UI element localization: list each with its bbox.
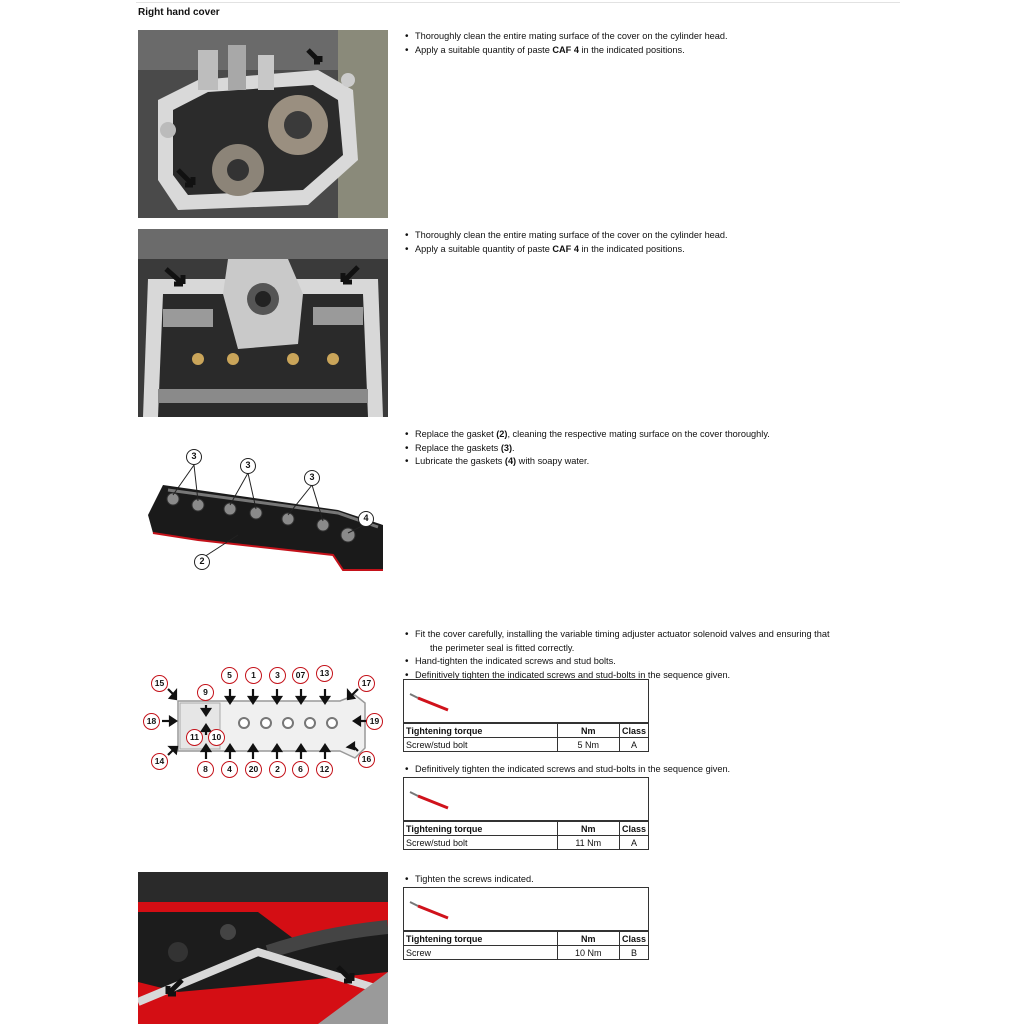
step-4-bullet: • Fit the cover carefully, installing the variable timing adjuster actuator solenoid valves and ensuring that (404, 628, 894, 642)
torque-value: 5 Nm (557, 738, 619, 752)
torque-wrench-icon (406, 686, 456, 716)
seq-10: 10 (208, 729, 225, 746)
class-header: Class (619, 822, 648, 836)
torque-table-3 (403, 931, 649, 960)
cylinder-head-photo-2 (138, 229, 388, 417)
step-2-bullets (404, 229, 884, 256)
step-4b-bullet: • Definitively tighten the indicated screws and stud-bolts in the sequence given. (404, 763, 894, 777)
torque-header: Tightening torque (404, 932, 558, 946)
torque-header: Tightening torque (404, 822, 558, 836)
callout-4: 4 (358, 511, 374, 527)
torque-value: 10 Nm (557, 946, 619, 960)
step-5-bullet: • Tighten the screws indicated. (404, 873, 704, 887)
seq-5: 5 (221, 667, 238, 684)
seq-2: 2 (269, 761, 286, 778)
seq-13: 13 (316, 665, 333, 682)
step-2-bullet: • Thoroughly clean the entire mating surface of the cover on the cylinder head. (404, 229, 884, 243)
step-4-bullet: • Hand-tighten the indicated screws and stud bolts. (404, 655, 894, 669)
torque-value: 11 Nm (557, 836, 619, 850)
callout-2: 2 (194, 554, 210, 570)
seq-20: 20 (245, 761, 262, 778)
seq-12: 12 (316, 761, 333, 778)
step-4-bullet-continued: the perimeter seal is fitted correctly. (430, 642, 575, 653)
step-1-bullet: • Thoroughly clean the entire mating surface of the cover on the cylinder head. (404, 30, 884, 44)
top-rule (136, 2, 900, 3)
seq-9: 9 (197, 684, 214, 701)
seq-8: 8 (197, 761, 214, 778)
class-header: Class (619, 932, 648, 946)
step-4-bullet: • Definitively tighten the indicated screws and stud-bolts in the sequence given. (404, 669, 894, 683)
torque-item: Screw (404, 946, 558, 960)
nm-header: Nm (557, 932, 619, 946)
cylinder-head-photo-1 (138, 30, 388, 218)
step-3-bullets (404, 428, 884, 469)
step-1-bullets (404, 30, 884, 57)
class-header: Class (619, 724, 648, 738)
callout-3a: 3 (186, 449, 202, 465)
step-4-bullets (404, 628, 894, 682)
seq-07: 07 (292, 667, 309, 684)
torque-item: Screw/stud bolt (404, 836, 558, 850)
torque-wrench-box-3 (403, 887, 649, 931)
callout-3c: 3 (304, 470, 320, 486)
torque-class: B (619, 946, 648, 960)
engine-bay-photo (138, 872, 388, 1024)
step-3-bullet: • Lubricate the gaskets (4) with soapy water. (404, 455, 884, 469)
seq-19: 19 (366, 713, 383, 730)
step-3-bullet: • Replace the gasket (2), cleaning the respective mating surface on the cover thoroughly. (404, 428, 884, 442)
tightening-sequence-diagram (140, 663, 390, 781)
seq-14: 14 (151, 753, 168, 770)
nm-header: Nm (557, 724, 619, 738)
cover-gasket-diagram (138, 445, 388, 580)
step-2-bullet: • Apply a suitable quantity of paste CAF 4 in the indicated positions. (404, 243, 884, 257)
seq-15: 15 (151, 675, 168, 692)
seq-18: 18 (143, 713, 160, 730)
seq-11: 11 (186, 729, 203, 746)
seq-17: 17 (358, 675, 375, 692)
page-title: Right hand cover (138, 7, 220, 18)
step-1-bullet: • Apply a suitable quantity of paste CAF 4 in the indicated positions. (404, 44, 884, 58)
callout-3b: 3 (240, 458, 256, 474)
torque-table-1 (403, 723, 649, 752)
seq-1: 1 (245, 667, 262, 684)
torque-class: A (619, 738, 648, 752)
torque-table-2 (403, 821, 649, 850)
seq-4: 4 (221, 761, 238, 778)
torque-wrench-box-2 (403, 777, 649, 821)
seq-16: 16 (358, 751, 375, 768)
step-5-bullets (404, 873, 704, 887)
nm-header: Nm (557, 822, 619, 836)
torque-class: A (619, 836, 648, 850)
seq-3: 3 (269, 667, 286, 684)
torque-header: Tightening torque (404, 724, 558, 738)
seq-6: 6 (292, 761, 309, 778)
torque-wrench-box-1 (403, 679, 649, 723)
step-3-bullet: • Replace the gaskets (3). (404, 442, 884, 456)
step-4b-bullets (404, 763, 894, 777)
torque-item: Screw/stud bolt (404, 738, 558, 752)
torque-wrench-icon (406, 894, 456, 924)
torque-wrench-icon (406, 784, 456, 814)
